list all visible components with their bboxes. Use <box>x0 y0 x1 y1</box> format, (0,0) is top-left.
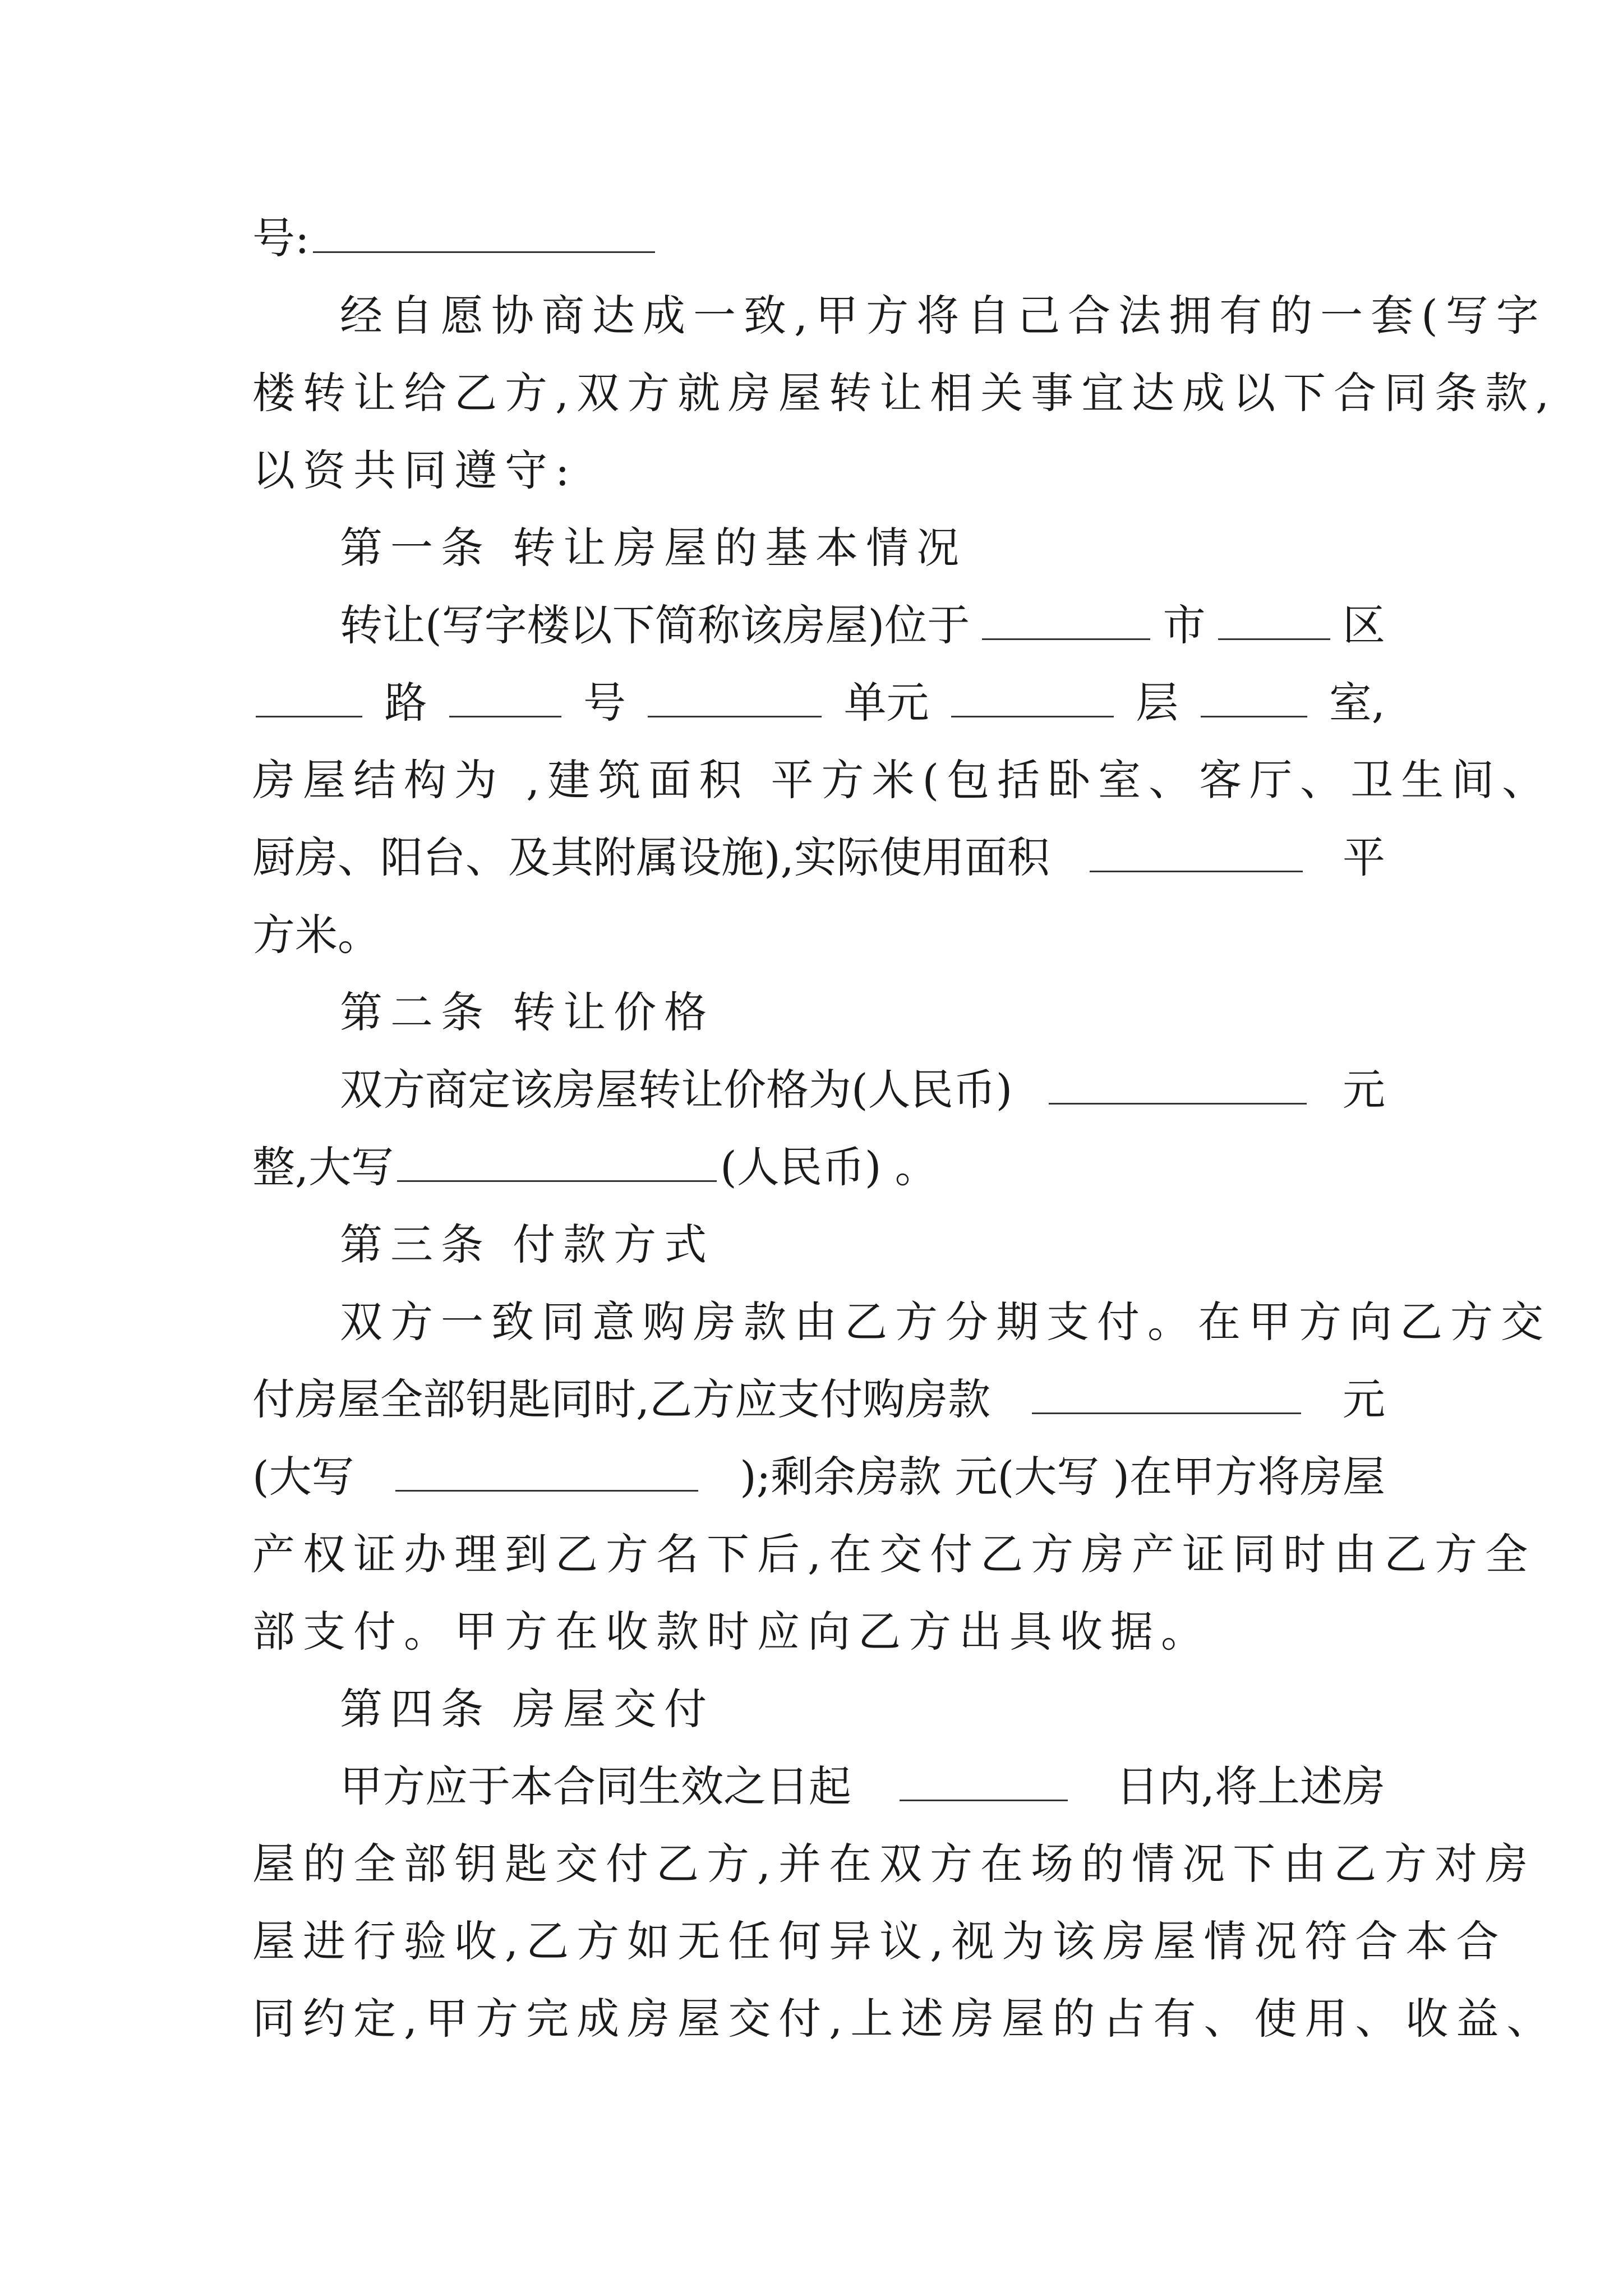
clause-heading <box>340 512 1385 585</box>
text-segment: 室, <box>1329 678 1385 728</box>
text-segment: 号 <box>583 678 626 728</box>
text-segment: 屋进行验收,乙方如无任何异议,视为该房屋情况符合本合 <box>252 1916 1507 1966</box>
clause-heading <box>340 1673 1385 1746</box>
text-segment: 甲方应于本合同生效之日起 <box>340 1761 851 1811</box>
text-segment: 转让(写字楼以下简称该房屋)位于 <box>340 600 970 650</box>
clause-heading <box>340 1208 1385 1281</box>
text-line <box>252 1131 1385 1204</box>
text-line <box>252 202 1385 275</box>
text-line <box>252 1518 1536 1591</box>
text-segment: 产权证办理到乙方名下后,在交付乙方房产证同时由乙方全 <box>252 1529 1536 1579</box>
fill-blank <box>951 672 1114 717</box>
text-line <box>252 1828 1536 1901</box>
text-segment: 号: <box>252 213 310 263</box>
text-line <box>252 744 1553 817</box>
text-line <box>252 1905 1507 1978</box>
text-segment: 第四条 房屋交付 <box>340 1684 715 1734</box>
text-line <box>340 589 1385 662</box>
text-segment: 元 <box>1342 1374 1385 1424</box>
text-segment: 第三条 付款方式 <box>340 1220 715 1269</box>
text-segment: 单元 <box>843 678 929 728</box>
text-segment: 路 <box>384 678 427 728</box>
text-segment: 层 <box>1136 678 1179 728</box>
text-segment: (人民币) 。 <box>720 1142 938 1192</box>
text-segment: );剩余房款 元(大写 )在甲方将房屋 <box>740 1452 1385 1502</box>
fill-blank <box>648 672 822 717</box>
text-segment: 方米。 <box>252 910 380 960</box>
text-line <box>340 1286 1551 1359</box>
text-line <box>252 899 1385 972</box>
text-line <box>252 434 1385 507</box>
text-segment: 第二条 转让价格 <box>340 987 715 1037</box>
text-segment: 市 <box>1163 600 1206 650</box>
text-segment: 双方商定该房屋转让价格为(人民币) <box>340 1065 1013 1115</box>
fill-blank <box>449 672 561 717</box>
text-segment: 部支付。甲方在收款时应向乙方出具收据。 <box>252 1607 1211 1657</box>
fill-blank <box>982 595 1150 640</box>
fill-blank <box>1090 827 1303 872</box>
fill-blank <box>395 1446 698 1492</box>
fill-blank <box>397 1137 717 1182</box>
text-segment: (大写 <box>252 1452 354 1502</box>
text-line <box>340 1053 1385 1126</box>
fill-blank <box>1201 672 1307 717</box>
fill-blank <box>1218 595 1330 640</box>
clause-heading <box>340 976 1385 1049</box>
text-line <box>252 821 1385 894</box>
text-segment: 楼转让给乙方,双方就房屋转让相关事宜达成以下合同条款, <box>252 368 1557 418</box>
fill-blank <box>1032 1369 1301 1414</box>
text-segment: 经自愿协商达成一致,甲方将自己合法拥有的一套(写字 <box>340 291 1547 341</box>
text-segment: 同约定,甲方完成房屋交付,上述房屋的占有、使用、收益、 <box>252 1994 1557 2044</box>
fill-blank <box>1049 1059 1307 1105</box>
text-segment: 整,大写 <box>252 1142 394 1192</box>
text-line <box>340 279 1547 352</box>
text-segment: 日内,将上述房 <box>1115 1761 1385 1811</box>
text-line <box>252 1982 1557 2055</box>
text-segment: 屋的全部钥匙交付乙方,并在双方在场的情况下由乙方对房 <box>252 1839 1536 1889</box>
fill-blank <box>900 1756 1068 1801</box>
text-segment: 第一条 转让房屋的基本情况 <box>340 523 967 573</box>
text-segment: 区 <box>1343 600 1385 650</box>
text-segment: 以资共同遵守: <box>252 445 578 495</box>
text-segment: 付房屋全部钥匙同时,乙方应支付购房款 <box>252 1374 991 1424</box>
text-segment: 元 <box>1343 1065 1385 1115</box>
fill-blank <box>313 208 655 253</box>
text-line <box>340 1750 1385 1823</box>
text-line <box>252 1363 1385 1436</box>
text-line <box>252 1595 1385 1668</box>
text-segment: 平 <box>1343 832 1385 882</box>
fill-blank <box>256 672 362 717</box>
text-line <box>252 666 1385 739</box>
text-line <box>252 357 1557 430</box>
text-segment: 房屋结构为 ,建筑面积 平方米(包括卧室、客厅、卫生间、 <box>252 755 1553 805</box>
text-line <box>252 1441 1385 1513</box>
text-segment: 厨房、阳台、及其附属设施),实际使用面积 <box>252 832 1050 882</box>
text-segment: 双方一致同意购房款由乙方分期支付。在甲方向乙方交 <box>340 1297 1551 1347</box>
